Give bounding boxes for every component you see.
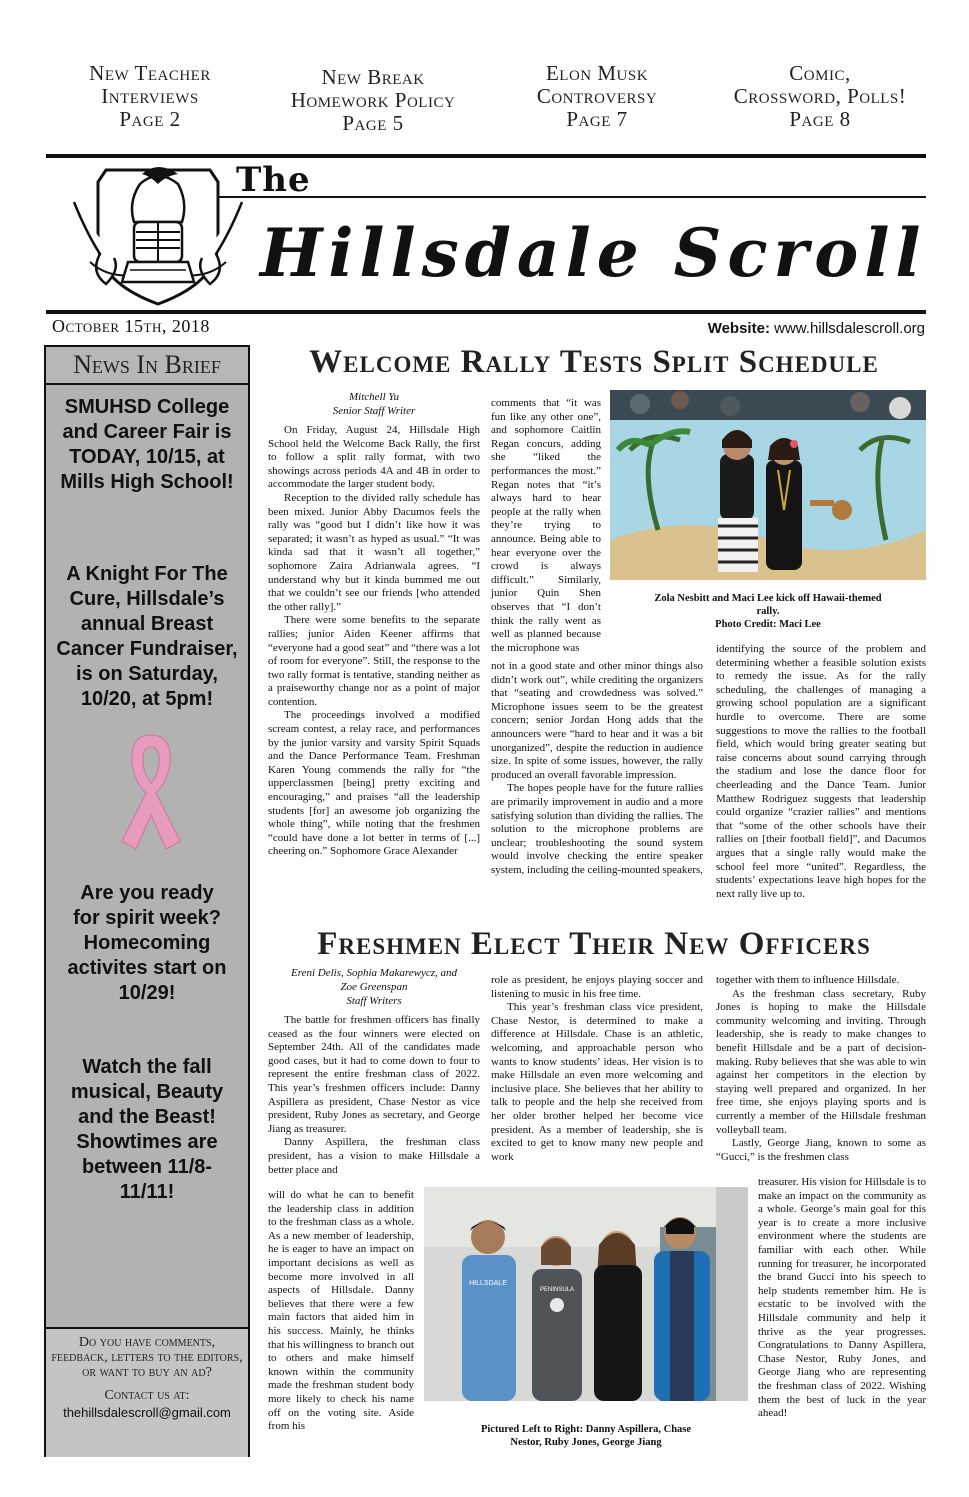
article2-column-3b: treasurer. His vision for Hillsdale is to make an impact on the community as a whole. George’s main goal for this year is to create a more inclusive environment where the students are familiar with each other. While running for treasurer, he incorporated the brand Gucci into his speech to help students remember him. He is ecstatic to be involved with the Hillsdale community and help it thrive as the year progresses. Congratulations to Danny Aspillera, Chase Nestor, Ruby Jones, and George Jiang who are representing the freshman class of 2022. Wishing them the best of luck in the year ahead! — [758, 1176, 926, 1420]
contact-box — [46, 1327, 248, 1457]
article2-column-3: together with them to influence Hillsdale. As the freshman class secretary, Ruby Jones is hoping to make the Hillsdale community welcoming and inviting. Through leadership, she is ready to make changes to benefit Hillsdale and be a part of decision-making. Ruby believes that she was able to win against her competitors in the election by staying well prepared and organized. In her free time, she enjoys playing sports and is currently a member of the Hillsdale freshman volleyball team. Lastly, George Jiang, known to some as “Gucci,” is the freshmen class — [716, 974, 926, 1163]
masthead-title: Hillsdale Scroll — [260, 214, 927, 292]
masthead-bottom-rule — [46, 310, 926, 314]
article2-headline[interactable]: Freshmen Elect Their New Officers — [317, 926, 871, 962]
contact-label: Contact us at: — [104, 1388, 190, 1403]
teaser-homework-policy[interactable]: New Break Homework Policy Page 5 — [290, 65, 456, 135]
shirt-text-peninsula: PENINSULA — [539, 1287, 575, 1293]
article2-column-1: The battle for freshmen officers has finally ceased as the four winners were elected on September 24th. All of the candidates made good cases, but it had to come down to four to represent the entire freshman class of 2022. This year’s freshmen officers include: Danny Aspillera as president, Chase Nestor as vice president, Ruby Jones as secretary, and George Jiang as treasurer. Danny Aspillera, the freshman class president, has a vision to make Hillsdale a better place and — [268, 1014, 480, 1176]
issue-date: October 15th, 2018 — [52, 316, 210, 336]
rally-photo — [610, 390, 926, 580]
shirt-text-hillsdale: HILLSDALE — [469, 1280, 507, 1287]
brief-college-fair: SMUHSD College and Career Fair is TODAY, 10/15, at Mills High School! — [60, 396, 234, 493]
article1-headline[interactable]: Welcome Rally Tests Split Schedule — [309, 344, 879, 380]
knight-crest-logo — [70, 162, 246, 308]
brief-fall-musical: Watch the fall musical, Beauty and the Beast! Showtimes are between 11/8- 11/11! — [70, 1056, 224, 1203]
article1-column-1: On Friday, August 24, Hillsdale High School held the Welcome Back Rally, the first to follow a split rally format, with two showings across periods 4A and 4B in order to accommodate the larger student body. Reception to the divided rally schedule has been mixed. Junior Abby Dacumos feels the rally was “good but I didn’t like how it was separated; it wasn’t as hyped as usual.” “It was kinda sad that it wasn’t all together,” sophomore Zaira Adrianwala agrees. “I understand why but it kinda bummed me out that we couldn’t see our friends [who attended the other rally].” There were some benefits to the separate rallies; junior Aiden Keener affirms that “everyone had a good seat” and “there was a lot of room for everyone”. Still, the response to the two rally format is tentative, standing neither as a praiseworthy change nor as a point of major contention. The proceedings involved a modified scream contest, a relay race, and performances by the junior varsity and varsity Spirit Squads and the Dance Performance Team. Freshman Karen Young commends the rally for “the upperclassmen [being] pretty exciting and encouraging,” and praises “all the leadership students [for] an awesome job organizing the whole thing”, while noting that the freshmen “could have done a lot better in terms of [...] cheering on.” Sophomore Grace Alexander — [268, 424, 480, 858]
brief-knight-for-the-cure: A Knight For The Cure, Hillsdale’s annual Breast Cancer Fundraiser, is on Saturday, 10/20, at 5pm! — [56, 563, 238, 710]
article1-column-3: identifying the source of the problem and determining whether a feasible solution exists to remedy the issue. As for the rally scheduling, the challenges of managing a growing school population are a significant hurdle to overcome. There are some suggestions to move the rallies to the football field, which would bring greater seating but raise concerns about sound carrying through the stadium and lose the dance floor for cheerleading and the Dance Team. Junior Matthew Rodriguez suggests that leadership could organize “crazier rallies” and mentions that “some of the other schools have their rallies on [their football field]”, and Dacumos argues that a single rally would make the school feel more “united”. Regardless, the students’ expectations leave high hopes for the next rally live up to. — [716, 643, 926, 900]
article2-column-1b: will do what he can to benefit the leadership class in addition to the freshman class as a whole. As a new member of leadership, he is eager to have an impact on important decisions as well as become more involved in all aspects of Hillsdale. Danny believes that there were a few main factors that aided him in his success. Mainly, he thinks that his willingness to branch out to others and make himself known within the community made the freshman student body more likely to check his name off on the voting site. Aside from his — [268, 1189, 414, 1433]
article1-column-2a: comments that “it was fun like any other one”, and sophomore Caitlin Regan concurs, adding she “liked the performances the most.” Regan notes that “it’s always hard to hear people at the rally when they’re trying to announce. Being able to hear everyone over the crowd is always difficult.” Similarly, junior Quin Shen observes that “I don’t think the rally went as well as planned because the microphone was — [491, 397, 601, 654]
brief-spirit-week: Are you ready for spirit week? Homecoming activites start on 10/29! — [67, 882, 227, 1004]
article2-byline: Ereni Delis, Sophia Makarewycz, and Zoe Greenspan Staff Writers — [291, 967, 457, 1007]
contact-question: Do you have comments, feedback, letters to the editors, or want to buy an ad? — [51, 1335, 243, 1380]
masthead-mid-rule — [214, 196, 926, 198]
teaser-teacher-interviews[interactable]: New Teacher Interviews Page 2 — [89, 61, 211, 131]
rally-photo-caption: Zola Nesbitt and Maci Lee kick off Hawaii-themed rally. Photo Credit: Maci Lee — [654, 593, 882, 630]
masthead-top-rule — [46, 154, 926, 158]
article2-column-2: role as president, he enjoys playing soccer and listening to music in his free time. This year’s freshman class vice president, Chase Nestor, is determined to make a difference at Hillsdale. Chase is an athletic, welcoming, and approachable person who wants to know students’ ideas. Her vision is to make Hillsdale an even more welcoming and inclusive place. She believes that her ability to talk to people and the help she received from her older brother helped her become vice president. As a member of leadership, she is excited to get to know many new people and work — [491, 974, 703, 1163]
teaser-elon-musk[interactable]: Elon Musk Controversy Page 7 — [536, 61, 658, 131]
article1-byline: Mitchell Yu Senior Staff Writer — [332, 391, 416, 417]
sidebar-heading: News In Brief — [46, 347, 248, 385]
teaser-comic-crossword[interactable]: Comic, Crossword, Polls! Page 8 — [733, 61, 907, 131]
officers-photo-caption: Pictured Left to Right: Danny Aspillera, Chase Nestor, Ruby Jones, George Jiang — [480, 1424, 692, 1448]
news-in-brief-sidebar — [44, 345, 250, 1457]
masthead-the: The — [236, 160, 311, 200]
article1-column-2b: not in a good state and other minor things also didn’t work out”, while crediting the organizers that “seating and crowdedness was solved.” Microphone issues seem to be the greatest concern; senior Jordan Hong adds that the announcers were “hard to hear and it was a bit unorganized”, despite the reduction in audience size. In spite of some issues, however, the rally produced an overall favorable impression. The hopes people have for the future rallies are primarily improvement in audio and a more satisfying solution than dividing the rallies. The solution to the microphone problems are unclear; troubleshooting the sound system would involve checking the entire speaker system, including the ceiling-mounted speakers, — [491, 660, 704, 876]
officers-photo — [424, 1187, 748, 1401]
pink-ribbon-icon — [116, 729, 186, 855]
contact-email-link[interactable]: thehillsdalescroll@gmail.com — [63, 1405, 231, 1420]
website-link[interactable]: Website: www.hillsdalescroll.org — [707, 320, 925, 337]
